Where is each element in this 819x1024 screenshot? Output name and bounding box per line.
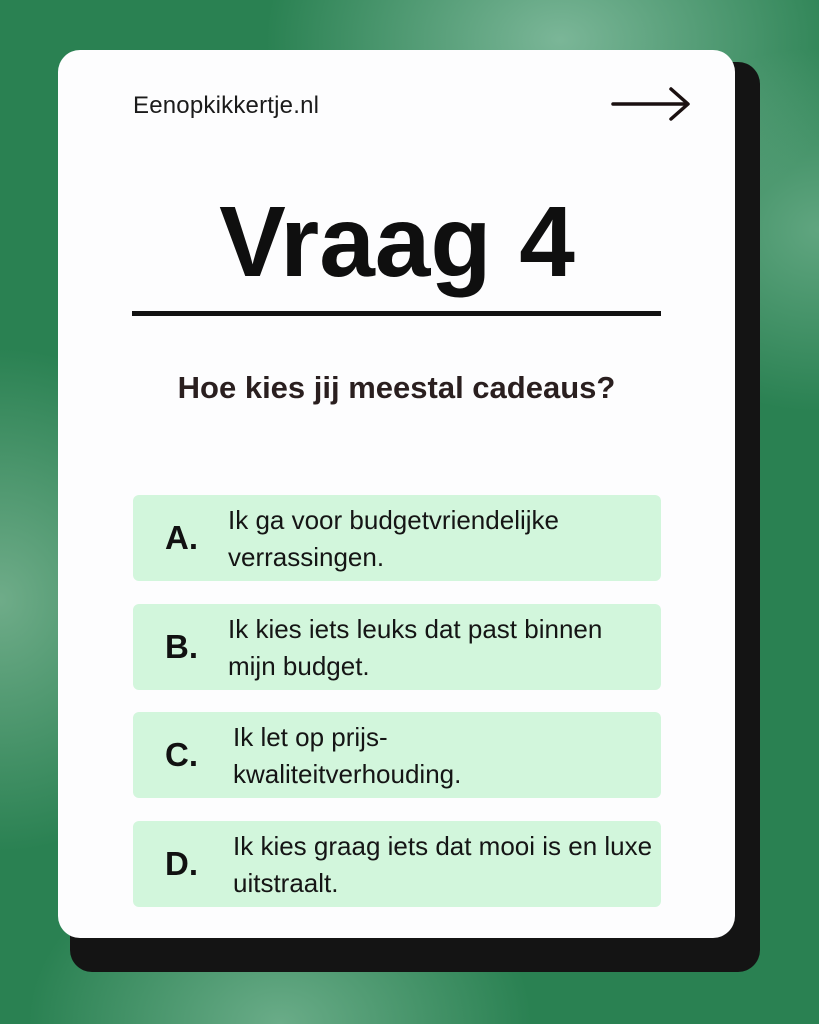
answer-option-d[interactable] xyxy=(133,821,661,907)
option-letter: C. xyxy=(165,736,198,773)
arrow-right-icon[interactable] xyxy=(611,86,693,122)
option-text: Ik kies graag iets dat mooi is en luxe uitstraalt. xyxy=(233,831,653,898)
option-letter: B. xyxy=(165,628,198,665)
option-text: Ik ga voor budgetvriendelijke verrassingen. xyxy=(228,505,559,572)
option-text: Ik kies iets leuks dat past binnen mijn budget. xyxy=(228,614,603,681)
option-letter: A. xyxy=(165,519,198,556)
option-text: Ik let op prijs-kwaliteitverhouding. xyxy=(233,722,462,789)
answer-option-a[interactable] xyxy=(133,495,661,581)
page-title: Vraag 4 xyxy=(219,186,575,298)
answer-option-b[interactable] xyxy=(133,604,661,690)
answer-option-c[interactable] xyxy=(133,712,661,798)
site-name: Eenopkikkertje.nl xyxy=(133,92,320,119)
option-letter: D. xyxy=(165,845,198,882)
title-divider xyxy=(132,311,661,316)
question-text: Hoe kies jij meestal cadeaus? xyxy=(177,370,616,405)
quiz-card xyxy=(58,50,735,938)
